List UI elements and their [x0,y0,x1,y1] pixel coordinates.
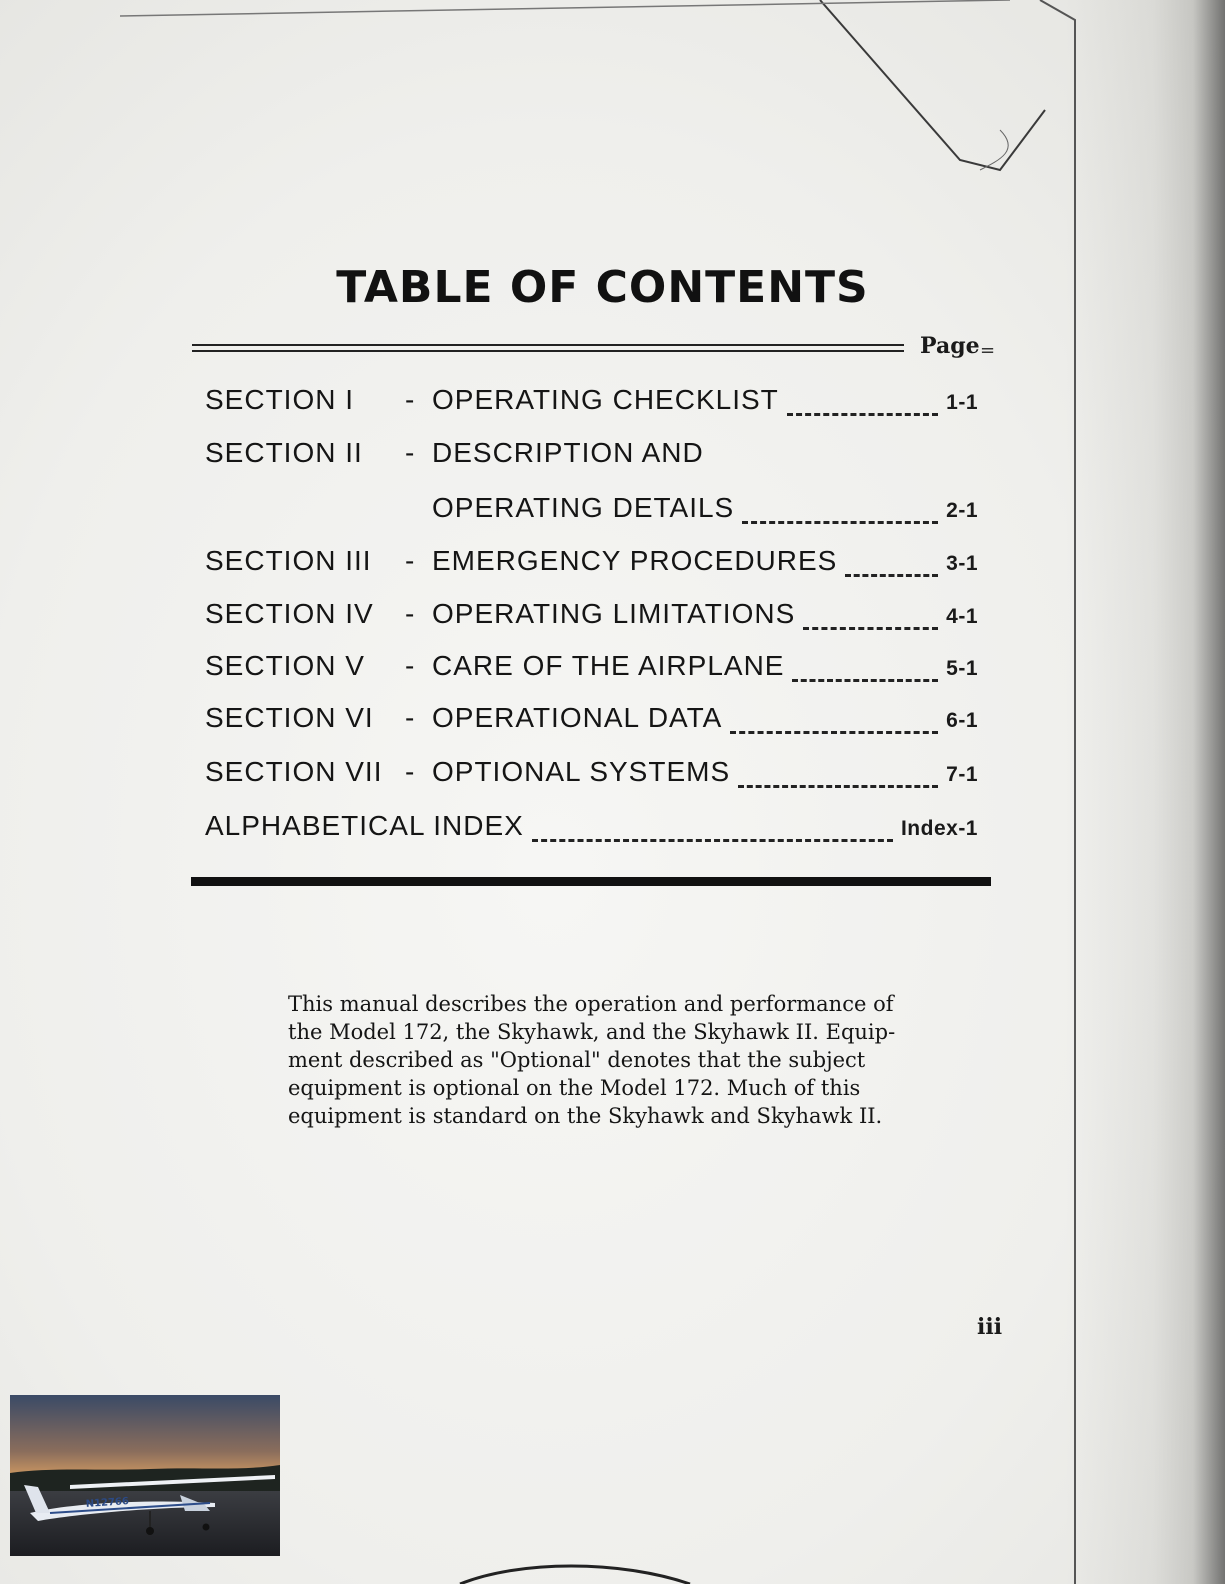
airplane-photo-icon [10,1395,280,1556]
toc-section-label: SECTION III [205,545,372,576]
note-line: equipment is optional on the Model 172. Much of this [288,1076,861,1100]
note-line: This manual describes the operation and performance of [288,992,894,1016]
toc-title-line2: OPERATING DETAILS [432,492,735,523]
toc-page-number: 5-1 [946,657,978,680]
toc-page-number: 1-1 [946,391,978,414]
toc-entry-section-3[interactable] [205,545,978,585]
manual-note [288,990,928,1130]
toc-entry-index[interactable] [205,810,978,850]
toc-leader-dots [730,729,938,734]
toc-leader-dots [742,519,938,524]
page-column-header: Page [920,333,980,359]
toc-page-number: 2-1 [946,499,978,522]
toc-leader-dots [803,625,938,630]
toc-page-number: 7-1 [946,763,978,786]
toc-dash: - [405,384,416,415]
toc-entry-section-1[interactable] [205,384,978,424]
toc-page-number: 4-1 [946,605,978,628]
toc-entry-section-2-continued[interactable] [205,492,978,532]
toc-title: OPERATING CHECKLIST [432,384,779,415]
toc-entry-section-5[interactable] [205,650,978,690]
toc-leader-dots [787,411,938,416]
toc-entry-section-4[interactable] [205,598,978,638]
toc-title: OPERATIONAL DATA [432,702,723,733]
toc-index-title: ALPHABETICAL INDEX [205,810,524,841]
toc-page-number: 6-1 [946,709,978,732]
toc-leader-dots [792,677,938,682]
toc-section-label: SECTION I [205,384,355,415]
note-line: equipment is standard on the Skyhawk and Skyhawk II. [288,1104,883,1128]
header-double-rule [192,344,904,352]
page-title: TABLE OF CONTENTS [336,262,869,313]
page-number-folio: iii [977,1314,1003,1340]
toc-title: DESCRIPTION AND [432,437,704,468]
toc-page-number: Index-1 [900,817,978,840]
toc-dash: - [405,702,416,733]
tail-number: N12766 [85,1496,130,1510]
toc-leader-dots [532,837,893,842]
toc-dash: - [405,650,416,681]
toc-dash: - [405,756,416,787]
toc-entry-section-7[interactable] [205,756,978,796]
toc-section-label: SECTION IV [205,598,374,629]
toc-dash: - [405,545,416,576]
toc-leader-dots [738,783,938,788]
toc-page-number: 3-1 [946,552,978,575]
toc-dash: - [405,598,416,629]
footer-thick-rule [191,877,991,886]
toc-leader-dots [845,572,938,577]
toc-entry-section-6[interactable] [205,702,978,742]
toc-section-label: SECTION VI [205,702,374,733]
toc-section-label: SECTION II [205,437,363,468]
note-line: ment described as "Optional" denotes that the subject [288,1048,866,1072]
page-edge-shadow [1065,0,1225,1584]
toc-section-label: SECTION V [205,650,365,681]
note-line: the Model 172, the Skyhawk, and the Skyhawk II. Equip- [288,1020,896,1044]
toc-title: OPTIONAL SYSTEMS [432,756,731,787]
toc-title: EMERGENCY PROCEDURES [432,545,838,576]
toc-entry-section-2[interactable] [205,437,978,477]
toc-title: CARE OF THE AIRPLANE [432,650,785,681]
toc-section-label: SECTION VII [205,756,383,787]
airplane-photo-thumbnail [10,1395,280,1556]
toc-dash: - [405,437,416,468]
toc-title: OPERATING LIMITATIONS [432,598,796,629]
page-column-mark: = [980,340,996,361]
